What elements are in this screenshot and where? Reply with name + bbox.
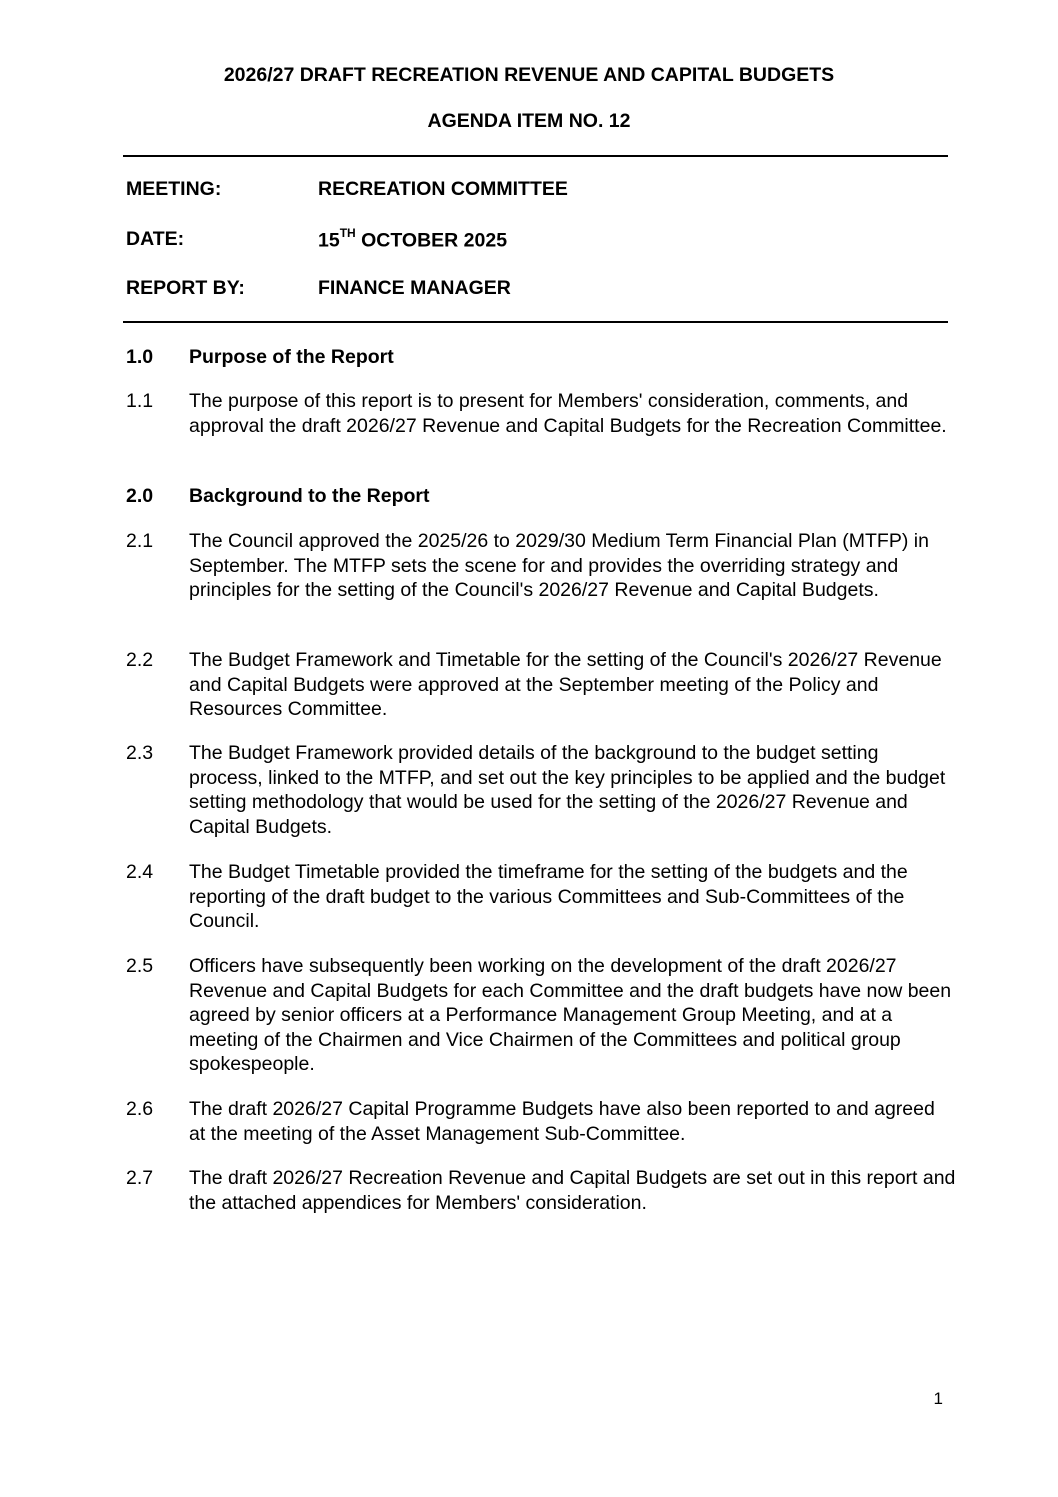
paragraph-text: The Budget Framework and Timetable for the setting of the Council's 2026/27 Revenue and Capital Budgets were approved at the September meeting of the Policy and Resources Committee.: [189, 649, 942, 721]
page-number: 1: [933, 1389, 943, 1408]
paragraph-number: 2.5: [126, 955, 154, 977]
date-row: [126, 228, 507, 253]
paragraph-2-6: [126, 1097, 956, 1146]
date-label: DATE:: [126, 228, 185, 250]
paragraph-number: 2.7: [126, 1167, 154, 1189]
report-by-label: REPORT BY:: [126, 277, 245, 299]
report-by-row: [126, 277, 511, 300]
paragraph-text: The purpose of this report is to present for Members' consideration, comments, and approval the draft 2026/27 Revenue and Capital Budgets for the Recreation Committee.: [189, 390, 947, 437]
date-ordinal-suffix: TH: [339, 226, 356, 240]
paragraph-text: The draft 2026/27 Recreation Revenue and Capital Budgets are set out in this report and the attached appendices for Members' consideration.: [189, 1167, 956, 1214]
paragraph-number: 1.1: [126, 390, 154, 412]
section-heading-background: [126, 484, 956, 509]
document-title: 2026/27 DRAFT RECREATION REVENUE AND CAPITAL BUDGETS: [223, 64, 835, 86]
bottom-divider: [123, 321, 948, 323]
paragraph-2-5: [126, 954, 956, 1077]
paragraph-number: 2.6: [126, 1098, 154, 1120]
top-divider: [123, 155, 948, 157]
paragraph-text: The Budget Timetable provided the timeframe for the setting of the budgets and the reporting of the draft budget to the various Committees and Sub-Committees of the Council.: [189, 861, 908, 933]
paragraph-number: 2.2: [126, 649, 154, 671]
section-heading-text: Purpose of the Report: [189, 346, 394, 368]
paragraph-2-2: [126, 648, 956, 722]
paragraph-2-7: [126, 1166, 956, 1215]
section-number: 2.0: [126, 485, 154, 507]
paragraph-number: 2.3: [126, 742, 154, 764]
paragraph-2-1: [126, 529, 956, 603]
meeting-label: MEETING:: [126, 178, 222, 200]
agenda-item-number: AGENDA ITEM NO. 12: [427, 110, 631, 132]
paragraph-text: Officers have subsequently been working on the development of the draft 2026/27 Revenue and Capital Budgets for each Committee and the draft budgets have now been agreed by senior officers at a Performance Management Group Meeting, and at a meeting of the Chairmen and Vice Chairmen of the Committees and political group spokespeople.: [189, 955, 952, 1076]
date-day: 15: [318, 229, 340, 252]
paragraph-1-1: [126, 389, 956, 438]
meeting-value: RECREATION COMMITTEE: [318, 178, 568, 200]
paragraph-2-4: [126, 860, 956, 934]
paragraph-text: The Budget Framework provided details of the background to the budget setting process, linked to the MTFP, and set out the key principles to be applied and the budget setting methodology that would be used for the setting of the 2026/27 Revenue and Capital Budgets.: [189, 742, 946, 838]
meeting-row: [126, 178, 568, 201]
paragraph-number: 2.1: [126, 530, 154, 552]
section-heading-text: Background to the Report: [189, 485, 430, 507]
date-value: [318, 228, 507, 253]
paragraph-text: The draft 2026/27 Capital Programme Budgets have also been reported to and agreed at the meeting of the Asset Management Sub-Committee.: [189, 1098, 935, 1145]
date-month-year: OCTOBER 2025: [355, 229, 508, 252]
paragraph-2-3: [126, 741, 956, 839]
report-by-value: FINANCE MANAGER: [318, 277, 511, 299]
section-heading-purpose: [126, 345, 956, 370]
paragraph-number: 2.4: [126, 861, 154, 883]
section-number: 1.0: [126, 346, 154, 368]
paragraph-text: The Council approved the 2025/26 to 2029/30 Medium Term Financial Plan (MTFP) in September. The MTFP sets the scene for and provides the overriding strategy and principles for the setting of the Council's 2026/27 Revenue and Capital Budgets.: [189, 530, 929, 602]
